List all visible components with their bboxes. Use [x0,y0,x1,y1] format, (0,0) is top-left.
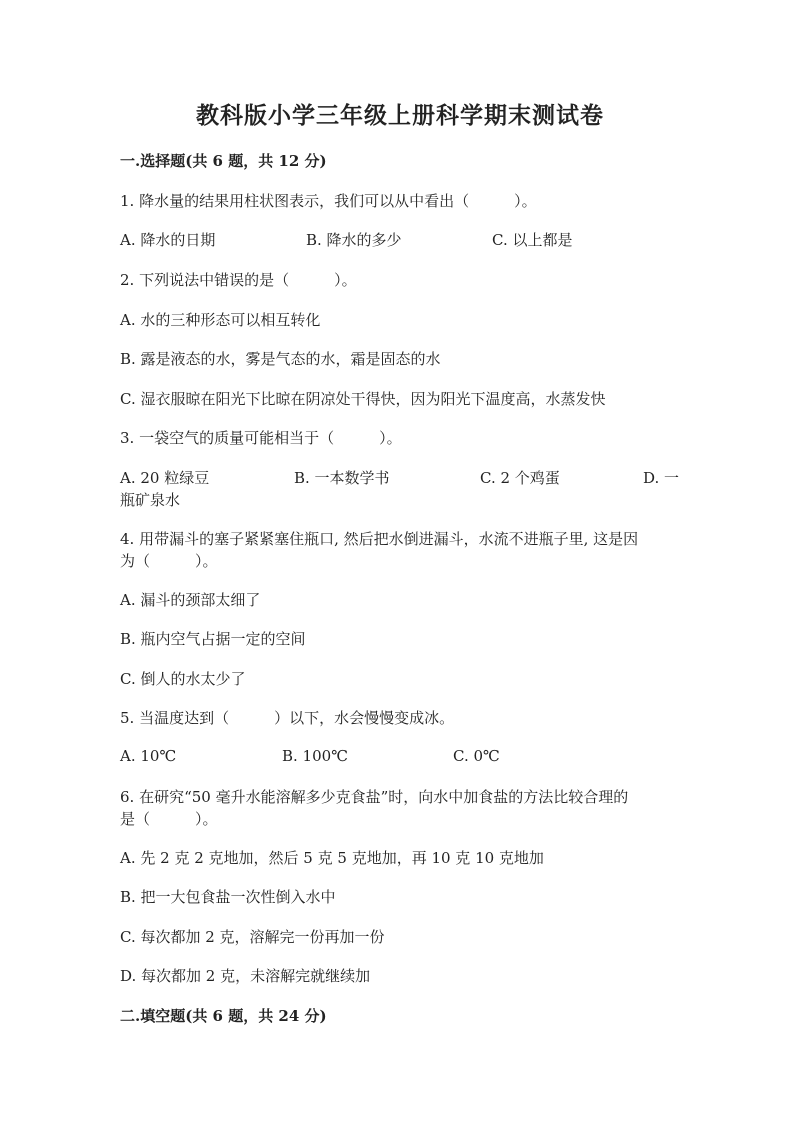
question-2-option-b: B. 露是液态的水，雾是气态的水，霜是固态的水 [120,350,441,368]
question-6-stem-line2: 是（ ）。 [120,810,218,828]
question-3-option-a: A. 20 粒绿豆 [120,469,210,487]
question-6-stem-line1: 6. 在研究“50 毫升水能溶解多少克食盐”时，向水中加食盐的方法比较合理的 [120,788,629,806]
question-1-stem: 1. 降水量的结果用柱状图表示，我们可以从中看出（ ）。 [120,192,537,210]
question-2-stem: 2. 下列说法中错误的是（ ）。 [120,271,357,289]
question-3-stem: 3. 一袋空气的质量可能相当于（ ）。 [120,429,402,447]
question-6-option-d: D. 每次都加 2 克，未溶解完就继续加 [120,967,371,985]
question-2-option-a: A. 水的三种形态可以相互转化 [120,311,321,329]
question-3-option-d-part2: 瓶矿泉水 [120,491,181,509]
section-heading-multiple-choice: 一.选择题(共 6 题，共 12 分) [120,152,327,170]
question-5-option-c: C. 0℃ [453,747,500,765]
question-1-option-c: C. 以上都是 [492,231,573,249]
question-4-option-c: C. 倒人的水太少了 [120,670,246,688]
question-3-option-d-part1: D. 一 [643,469,680,487]
question-4-stem-line1: 4. 用带漏斗的塞子紧紧塞住瓶口, 然后把水倒进漏斗，水流不进瓶子里, 这是因 [120,530,639,548]
question-6-option-c: C. 每次都加 2 克，溶解完一份再加一份 [120,928,385,946]
question-6-option-b: B. 把一大包食盐一次性倒入水中 [120,888,336,906]
question-1-option-a: A. 降水的日期 [120,231,216,249]
question-3-option-b: B. 一本数学书 [294,469,390,487]
question-3-option-c: C. 2 个鸡蛋 [480,469,560,487]
question-5-stem: 5. 当温度达到（ ）以下，水会慢慢变成冰。 [120,709,455,727]
question-4-option-a: A. 漏斗的颈部太细了 [120,591,261,609]
question-2-option-c: C. 湿衣服晾在阳光下比晾在阴凉处干得快，因为阳光下温度高，水蒸发快 [120,390,606,408]
question-5-option-a: A. 10℃ [120,747,177,765]
question-5-option-b: B. 100℃ [282,747,348,765]
question-6-option-a: A. 先 2 克 2 克地加，然后 5 克 5 克地加，再 10 克 10 克地加 [120,849,544,867]
section-heading-fill-in: 二.填空题(共 6 题，共 24 分) [120,1007,327,1025]
page-title: 教科版小学三年级上册科学期末测试卷 [196,102,604,129]
question-1-option-b: B. 降水的多少 [306,231,402,249]
question-4-option-b: B. 瓶内空气占据一定的空间 [120,630,306,648]
question-4-stem-line2: 为（ ）。 [120,552,218,570]
